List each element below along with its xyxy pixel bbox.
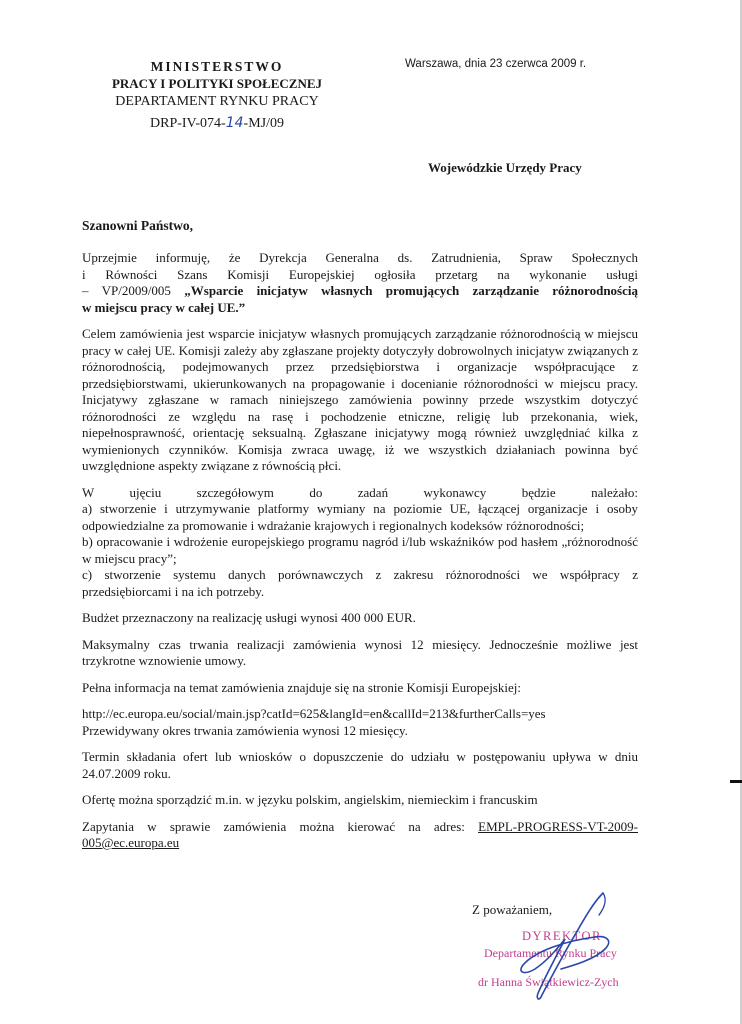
letterhead-ministry-full: PRACY I POLITYKI SPOŁECZNEJ bbox=[111, 76, 323, 91]
letterhead-department: DEPARTAMENT RYNKU PRACY bbox=[115, 94, 319, 109]
reference-handwritten: 14 bbox=[225, 115, 244, 131]
letter-date: Warszawa, dnia 23 czerwca 2009 r. bbox=[405, 58, 587, 70]
letter-body bbox=[82, 250, 638, 852]
contact-paragraph bbox=[82, 819, 638, 852]
budget-paragraph: Budżet przeznaczony na realizację usługi wynosi 400 000 EUR. bbox=[82, 610, 416, 625]
tender-code: – VP/2009/005 bbox=[82, 283, 185, 298]
intro-paragraph bbox=[82, 250, 638, 316]
reference-suffix: -MJ/09 bbox=[243, 116, 284, 131]
info-paragraph: Pełna informacja na temat zamówienia znajduje się na stronie Komisji Europejskiej: bbox=[82, 679, 521, 695]
stamp-unit: Departamentu Rynku Pracy bbox=[484, 946, 617, 960]
closing: Z poważaniem, bbox=[472, 902, 553, 917]
tender-title-part-2: w miejscu pracy w całej UE.” bbox=[82, 299, 246, 315]
letterhead bbox=[92, 58, 342, 135]
stamp-name: dr Hanna Świątkiewicz-Zych bbox=[478, 975, 619, 989]
languages-paragraph: Ofertę można sporządzić m.in. w języku polskim, angielskim, niemieckim i francuskim bbox=[82, 792, 538, 807]
stamp-title: DYREKTOR bbox=[522, 929, 602, 943]
intro-line-2: i Równości Szans Komisji Europejskiej ogłosiła przetarg na wykonanie usługi bbox=[82, 266, 638, 282]
contact-text: Zapytania w sprawie zamówienia można kierować na adres: bbox=[82, 818, 479, 834]
intro-line-1: Uprzejmie informuję, że Dyrekcja Generalna ds. Zatrudnienia, Spraw Społecznych bbox=[82, 250, 638, 265]
intro-line-3 bbox=[82, 283, 638, 300]
duration-paragraph: Maksymalny czas trwania realizacji zamówienia wynosi 12 miesięcy. Jednocześnie możliwe jest trzykrotne wznowienie umowy. bbox=[82, 636, 638, 668]
tasks-intro: W ujęciu szczegółowym do zadań wykonawcy będzie należało: bbox=[82, 484, 638, 500]
task-b: b) opracowanie i wdrożenie europejskiego programu nagród i/lub wskaźników pod hasłem „różnorodność w miejscu pracy”; bbox=[82, 534, 638, 566]
letterhead-ministry: MINISTERSTWO bbox=[150, 59, 284, 74]
url-paragraph bbox=[82, 706, 638, 739]
task-c: c) stworzenie systemu danych porównawczych z zakresu różnorodności we współpracy z przedsiębiorcami i na ich potrzeby. bbox=[82, 567, 638, 599]
tender-url-link[interactable]: http://ec.europa.eu/social/main.jsp?catId=625&langId=en&callId=213&furtherCalls=yes bbox=[82, 706, 546, 721]
reference-prefix: DRP-IV-074- bbox=[150, 116, 226, 131]
purpose-paragraph: Celem zamówienia jest wsparcie inicjatyw własnych promujących zarządzanie różnorodnością w miejscu pracy w całej UE. Komisji zależy aby zgłaszane projekty dotyczyły dobrowolnych inicjatyw związanych z różnorodnością, podejmowanych przez przedsiębiorstwa i organizacje współpracujące z przedsiębiorstwami, ukierunkowanych na propagowanie i docenianie różnorodności w miejscu pracy. Inicjatywy zgłaszane w ramach niniejszego zamówienia powinny przede wszystkim dotyczyć różnorodności ze względu na rasę i pochodzenie etniczne, religię lub przekonania, wiek, niepełnosprawność, orientację seksualną. Zgłaszane inicjatywy mogą również uwzględniać kilka z wymienionych czynników. Komisja zwraca uwagę, iż we wszystkich działaniach powinna być uwzględnione aspekty związane z równością płci. bbox=[82, 326, 638, 473]
recipient: Wojewódzkie Urzędy Pracy bbox=[428, 160, 582, 175]
scan-edge-mark bbox=[730, 780, 742, 783]
contact-email-link[interactable]: EMPL-PROGRESS-VT-2009-005@ec.europa.eu bbox=[82, 818, 638, 850]
reference-number bbox=[92, 112, 342, 135]
deadline-paragraph: Termin składania ofert lub wniosków o dopuszczenie do udziału w postępowaniu upływa w dniu 24.07.2009 roku. bbox=[82, 749, 638, 781]
duration-note: Przewidywany okres trwania zamówienia wynosi 12 miesięcy. bbox=[82, 722, 408, 738]
tender-title-part-1: „Wsparcie inicjatyw własnych promujących zarządzanie różnorodnością bbox=[184, 283, 638, 298]
tasks-paragraph bbox=[82, 485, 638, 601]
salutation: Szanowni Państwo, bbox=[82, 218, 194, 233]
handwritten-signature bbox=[495, 885, 635, 1005]
task-a: a) stworzenie i utrzymywanie platformy wymiany na poziomie UE, łączącej organizacje i osoby odpowiedzialne za promowanie i wdrażanie krajowych i regionalnych kodeksów różnorodności; bbox=[82, 501, 638, 533]
